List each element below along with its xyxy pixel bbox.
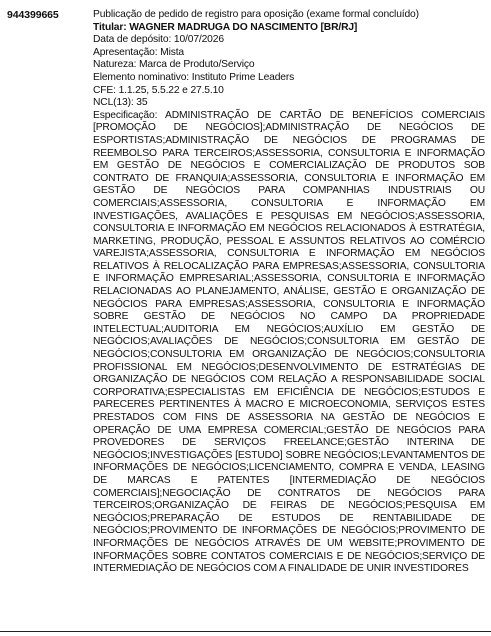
bottom-divider (0, 631, 491, 632)
cfe-classification: CFE: 1.1.25, 5.5.22 e 27.5.10 (93, 84, 224, 96)
publication-type: Publicação de pedido de registro para oposição (exame formal concluído) (93, 9, 419, 20)
specification-text: Especificação: ADMINISTRAÇÃO DE CARTÃO DE BENEFÍCIOS COMERCIAIS [PROMOÇÃO DE NEGÓCIOS];ADMINISTRAÇÃO DE NEGÓCIOS DE ESPORTISTAS;ADMINISTRAÇÃO DE NEGÓCIOS DE PROGRAMAS DE REEMBOLSO PARA TERCEIROS;ASSESSORIA, CONSULTORIA E INFORMAÇÃO EM GESTÃO DE NEGÓCIOS E COMERCIALIZAÇÃO DE PRODUTOS SOB CONTRATO DE FRANQUIA;ASSESSORIA, CONSULTORIA E INFORMAÇÃO EM GESTÃO DE NEGÓCIOS PARA COMPANHIAS INDUSTRIAIS OU COMERCIAIS;ASSESSORIA, CONSULTORIA E INFORMAÇÃO EM INVESTIGAÇÕES, AVALIAÇÕES E PESQUISAS EM NEGÓCIOS;ASSESSORIA, CONSULTORIA E INFORMAÇÃO EM NEGÓCIOS RELACIONADOS À ESTRATÉGIA, MARKETING, PRODUÇÃO, PESSOAL E ASSUNTOS RELATIVOS AO COMÉRCIO VAREJISTA;ASSESSORIA, CONSULTORIA E INFORMAÇÃO EM NEGÓCIOS RELATIVOS À RELOCALIZAÇÃO PARA EMPRESAS;ASSESSORIA, CONSULTORIA E INFORMAÇÃO EMPRESARIAL;ASSESSORIA, CONSULTORIA E INFORMAÇÃO RELACIONADAS AO PLANEJAMENTO, ANÁLISE, GESTÃO E ORGANIZAÇÃO DE NEGÓCIOS PARA EMPRESAS;ASSESSORIA, CONSULTORIA E INFORMAÇÃO SOBRE GESTÃO DE NEGÓCIOS NO CAMPO DA PROPRIEDADE INTELECTUAL;AUDITORIA EM NEGÓCIOS;AUXÍLIO EM GESTÃO DE NEGÓCIOS;AVALIAÇÕES DE NEGÓCIOS;CONSULTORIA EM GESTÃO DE NEGÓCIOS;CONSULTORIA EM ORGANIZAÇÃO DE NEGÓCIOS;CONSULTORIA PROFISSIONAL EM NEGÓCIOS;DESENVOLVIMENTO DE ESTRATÉGIAS DE ORGANIZAÇÃO DE NEGÓCIOS COM RELAÇÃO A RESPONSABILIDADE SOCIAL CORPORATIVA;ESPECIALISTAS EM EFICIÊNCIA DE NEGÓCIOS;ESTUDOS E PARECERES PERTINENTES À MACRO E MICROECONOMIA, SERVIÇOS ESTES PRESTADOS COM FINS DE ASSESSORIA NA GESTÃO DE NEGÓCIOS E OPERAÇÃO DE UMA EMPRESA COMERCIAL;GESTÃO DE NEGÓCIOS PARA PROVEDORES DE SERVIÇOS FREELANCE;GESTÃO INTERINA DE NEGÓCIOS;INVESTIGAÇÕES [ESTUDO] SOBRE NEGÓCIOS;LEVANTAMENTOS DE INFORMAÇÕES DE NEGÓCIOS;LICENCIAMENTO, COMPRA E VENDA, LEASING DE MARCAS E PATENTES [INTERMEDIAÇÃO DE NEGÓCIOS COMERCIAIS];NEGOCIAÇÃO DE CONTRATOS DE NEGÓCIOS PARA TERCEIROS;ORGANIZAÇÃO DE FEIRAS DE NEGÓCIOS;PESQUISA EM NEGÓCIOS;PREPARAÇÃO DE ESTUDOS DE RENTABILIDADE DE NEGÓCIOS;PROVIMENTO DE INFORMAÇÕES DE NEGÓCIOS;PROVIMENTO DE INFORMAÇÕES DE NEGÓCIOS ATRAVÉS DE UM WEBSITE;PROVIMENTO DE INFORMAÇÕES SOBRE CONTATOS COMERCIAIS E DE NEGÓCIOS;SERVIÇO DE INTERMEDIAÇÃO DE NEGÓCIOS COM A FINALIDADE DE UNIR INVESTIDORES (93, 109, 485, 575)
deposit-date: Data de depósito: 10/07/2026 (93, 34, 224, 46)
publication-record (93, 9, 485, 576)
nominative-element: Elemento nominativo: Instituto Prime Leaders (93, 71, 295, 83)
process-number: 944399665 (7, 9, 59, 21)
presentation: Apresentação: Mista (93, 46, 185, 58)
mark-nature: Natureza: Marca de Produto/Serviço (93, 59, 255, 71)
ncl-classification: NCL(13): 35 (93, 97, 148, 109)
holder-name: Titular: WAGNER MADRUGA DO NASCIMENTO [BR/RJ] (93, 21, 358, 33)
